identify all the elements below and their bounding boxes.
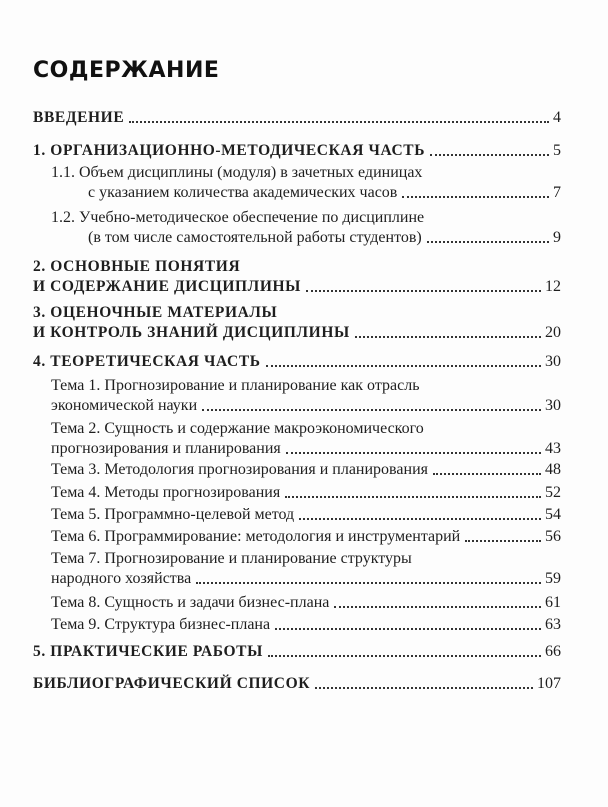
dot-leader	[196, 582, 541, 584]
toc-entry-topic-1[interactable]	[51, 376, 561, 416]
page-number: 30	[545, 353, 561, 370]
toc-entry-label-line: Тема 1. Прогнозирование и планирование как отрасль	[51, 377, 420, 394]
dot-leader	[299, 518, 541, 520]
toc-entry-label-line: И СОДЕРЖАНИЕ ДИСЦИПЛИНЫ	[33, 278, 301, 295]
page-number: 30	[545, 397, 561, 414]
dot-leader	[433, 473, 541, 475]
toc-entry-topic-2[interactable]	[51, 419, 561, 459]
page-number: 5	[553, 142, 561, 159]
toc-entry-label-line: 2. ОСНОВНЫЕ ПОНЯТИЯ	[33, 258, 241, 275]
toc-entry-section-5[interactable]	[33, 642, 561, 662]
toc-entry-section-1[interactable]	[33, 141, 561, 161]
page-number: 7	[553, 184, 561, 201]
page-number: 20	[545, 324, 561, 341]
dot-leader	[402, 196, 549, 198]
toc-entry-label-line: с указанием количества академических часов	[88, 184, 398, 201]
dot-leader	[465, 540, 541, 542]
dot-leader	[268, 655, 541, 657]
dot-leader	[306, 290, 541, 292]
toc-entry-introduction[interactable]	[33, 108, 561, 128]
toc-entry-label: ВВЕДЕНИЕ	[33, 109, 125, 126]
toc-entry-label-line: Тема 7. Прогнозирование и планирование структуры	[51, 550, 412, 567]
toc-entry-topic-4[interactable]	[51, 483, 561, 503]
toc-entry-label: БИБЛИОГРАФИЧЕСКИЙ СПИСОК	[33, 675, 311, 692]
page-number: 107	[537, 675, 561, 692]
dot-leader	[430, 154, 549, 156]
page-number: 43	[545, 440, 561, 457]
dot-leader	[286, 452, 541, 454]
page-number: 56	[545, 528, 561, 545]
toc-entry-label-line: 1.2. Учебно-методическое обеспечение по дисциплине	[51, 209, 425, 226]
page-number: 59	[545, 570, 561, 587]
page-number: 9	[553, 229, 561, 246]
toc-entry-label-line: 3. ОЦЕНОЧНЫЕ МАТЕРИАЛЫ	[33, 304, 278, 321]
toc-entry-subsection-1-2[interactable]	[51, 208, 561, 248]
page-number: 63	[545, 616, 561, 633]
toc-entry-label: 1. ОРГАНИЗАЦИОННО-МЕТОДИЧЕСКАЯ ЧАСТЬ	[33, 142, 426, 159]
page-number: 12	[545, 278, 561, 295]
page-number: 54	[545, 506, 561, 523]
dot-leader	[266, 365, 541, 367]
toc-entry-label-line: народного хозяйства	[51, 570, 192, 587]
toc-entry-label-line: И КОНТРОЛЬ ЗНАНИЙ ДИСЦИПЛИНЫ	[33, 324, 350, 341]
toc-entry-label: Тема 6. Программирование: методология и инструментарий	[51, 528, 461, 545]
toc-entry-label-line: Тема 2. Сущность и содержание макроэкономического	[51, 420, 424, 437]
dot-leader	[427, 241, 549, 243]
toc-entry-topic-8[interactable]	[51, 593, 561, 613]
dot-leader	[355, 336, 541, 338]
toc-entry-topic-5[interactable]	[51, 505, 561, 525]
dot-leader	[129, 121, 549, 123]
toc-entry-label: Тема 4. Методы прогнозирования	[51, 484, 281, 501]
toc-entry-section-3[interactable]	[33, 303, 561, 343]
toc-entry-label: Тема 9. Структура бизнес-плана	[51, 616, 271, 633]
toc-entry-subsection-1-1[interactable]	[51, 163, 561, 203]
toc-entry-label: Тема 3. Методология прогнозирования и планирования	[51, 461, 428, 478]
toc-entry-label: 5. ПРАКТИЧЕСКИЕ РАБОТЫ	[33, 643, 263, 660]
page-title: СОДЕРЖАНИЕ	[33, 58, 220, 83]
toc-entry-topic-3[interactable]	[51, 460, 561, 480]
page-number: 48	[545, 461, 561, 478]
toc-entry-label: Тема 8. Сущность и задачи бизнес-плана	[51, 594, 330, 611]
dot-leader	[285, 496, 541, 498]
page-number: 52	[545, 484, 561, 501]
toc-entry-topic-9[interactable]	[51, 615, 561, 635]
toc-entry-label-line: (в том числе самостоятельной работы студентов)	[88, 229, 422, 246]
toc-entry-section-4[interactable]	[33, 352, 561, 372]
dot-leader	[202, 409, 541, 411]
toc-entry-label-line: экономической науки	[51, 397, 198, 414]
dot-leader	[275, 628, 541, 630]
toc-entry-topic-6[interactable]	[51, 527, 561, 547]
page-number: 66	[545, 643, 561, 660]
dot-leader	[315, 687, 533, 689]
toc-entry-label: 4. ТЕОРЕТИЧЕСКАЯ ЧАСТЬ	[33, 353, 261, 370]
toc-entry-label-line: прогнозирования и планирования	[51, 440, 281, 457]
toc-entry-topic-7[interactable]	[51, 549, 561, 589]
dot-leader	[334, 606, 541, 608]
page-number: 4	[553, 109, 561, 126]
toc-entry-label: Тема 5. Программно-целевой метод	[51, 506, 295, 523]
toc-entry-label-line: 1.1. Объем дисциплины (модуля) в зачетных единицах	[51, 164, 423, 181]
page-number: 61	[545, 594, 561, 611]
toc-entry-section-2[interactable]	[33, 257, 561, 297]
toc-entry-bibliography[interactable]	[33, 674, 561, 694]
